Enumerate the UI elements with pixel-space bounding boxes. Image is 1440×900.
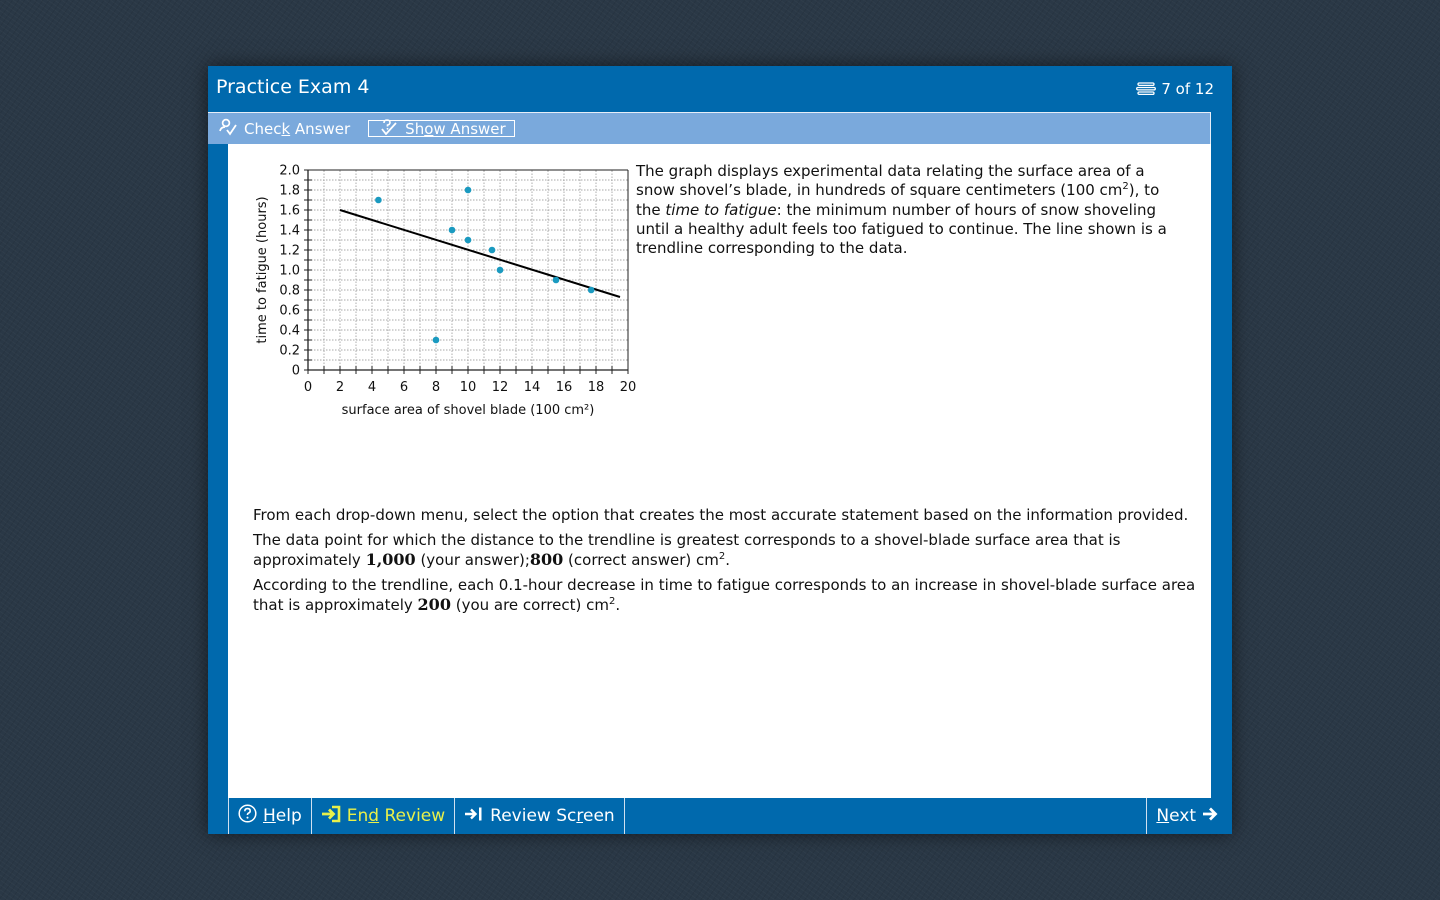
show-answer-label: Show Answer xyxy=(405,119,506,138)
x-tick-label: 0 xyxy=(303,380,313,395)
arrow-right-icon xyxy=(1202,806,1218,827)
statement-2: According to the trendline, each 0.1-hour decrease in time to fatigue corresponds to an increase in shovel-blade surface area that is approximately 200 (you are correct) $cm^2$. xyxy=(253,575,1196,614)
scatter-chart xyxy=(248,155,648,430)
review-screen-label: Review Screen xyxy=(490,806,615,826)
title-bar xyxy=(208,66,1232,112)
x-tick-label: 12 xyxy=(491,380,509,395)
question-counter xyxy=(1136,80,1214,98)
y-axis-label: time to fatigue (hours) xyxy=(255,196,270,344)
help-circle-icon xyxy=(238,804,257,828)
data-point xyxy=(465,237,472,244)
correct-answer-1: 800 xyxy=(529,550,564,569)
review-screen-button[interactable] xyxy=(454,798,624,834)
question-instructions xyxy=(253,506,1198,621)
data-point xyxy=(465,187,472,194)
statement-1: The data point for which the distance to the trendline is greatest corresponds to a shovel-blade surface area that is approximately 1,000 (your answer);800 (correct answer) $cm^2$. xyxy=(253,530,1121,569)
x-tick-label: 6 xyxy=(399,380,409,395)
y-tick-label: 0.4 xyxy=(279,323,300,339)
your-answer-1[interactable]: 1,000 xyxy=(365,550,416,569)
next-label: Next xyxy=(1156,806,1196,826)
x-tick-label: 2 xyxy=(335,380,345,395)
help-button[interactable] xyxy=(228,798,311,834)
y-tick-label: 0.8 xyxy=(279,283,300,299)
check-answer-label: Check Answer xyxy=(244,119,351,138)
x-tick-label: 10 xyxy=(459,380,477,395)
data-point xyxy=(489,247,496,254)
question-list-icon xyxy=(1136,82,1156,96)
check-person-icon xyxy=(218,118,238,140)
x-tick-label: 20 xyxy=(619,380,637,395)
exit-icon xyxy=(321,805,341,828)
exam-title: Practice Exam 4 xyxy=(216,76,370,98)
defined-term: time to fatigue xyxy=(665,200,777,219)
data-point xyxy=(588,287,595,294)
footer-nav xyxy=(228,798,1232,834)
x-tick-label: 16 xyxy=(555,380,573,395)
trendline xyxy=(340,210,620,297)
show-answer-button[interactable] xyxy=(368,120,515,137)
instruction-text: From each drop-down menu, select the option that creates the most accurate statement based on the information provided. xyxy=(253,506,1189,524)
y-tick-label: 0.2 xyxy=(279,343,300,359)
end-review-button[interactable] xyxy=(311,798,454,834)
answer-2[interactable]: 200 xyxy=(417,595,451,614)
y-tick-label: 0.6 xyxy=(279,303,300,319)
x-tick-label: 18 xyxy=(587,380,605,395)
help-label: Help xyxy=(263,806,302,826)
next-button[interactable] xyxy=(1146,798,1232,834)
x-tick-label: 14 xyxy=(523,380,541,395)
question-description: The graph displays experimental data relating the surface area of a snow shovel’s blade, in hundreds of square centimeters (100 $cm^2$), to the time to fatigue: the minimum number of hours of snow shoveling until a healthy adult feels too fatigued to continue. The line shown is a trendline corresponding to the data. xyxy=(636,162,1167,258)
y-tick-label: 0 xyxy=(291,363,300,379)
arrow-to-bar-icon xyxy=(464,806,484,827)
y-tick-label: 1.6 xyxy=(279,203,300,219)
data-point xyxy=(553,277,560,284)
data-point xyxy=(375,197,382,204)
answer-toolbar xyxy=(208,112,1211,144)
y-tick-label: 2.0 xyxy=(279,163,300,179)
x-tick-label: 4 xyxy=(367,380,377,395)
y-tick-label: 1.8 xyxy=(279,183,300,199)
y-tick-label: 1.2 xyxy=(279,243,300,259)
question-content xyxy=(228,144,1211,798)
footer-spacer xyxy=(624,798,1147,834)
question-counter-text: 7 of 12 xyxy=(1161,80,1214,98)
exam-window xyxy=(208,66,1232,834)
data-point xyxy=(497,267,504,274)
data-point xyxy=(433,337,440,344)
y-tick-label: 1.0 xyxy=(279,263,300,279)
data-point xyxy=(449,227,456,234)
y-tick-label: 1.4 xyxy=(279,223,300,239)
x-axis-label: surface area of shovel blade (100 cm²) xyxy=(341,403,595,418)
end-review-label: End Review xyxy=(346,806,446,826)
check-answer-button[interactable] xyxy=(218,118,350,140)
x-tick-label: 8 xyxy=(431,380,441,395)
question-check-icon xyxy=(379,119,399,139)
